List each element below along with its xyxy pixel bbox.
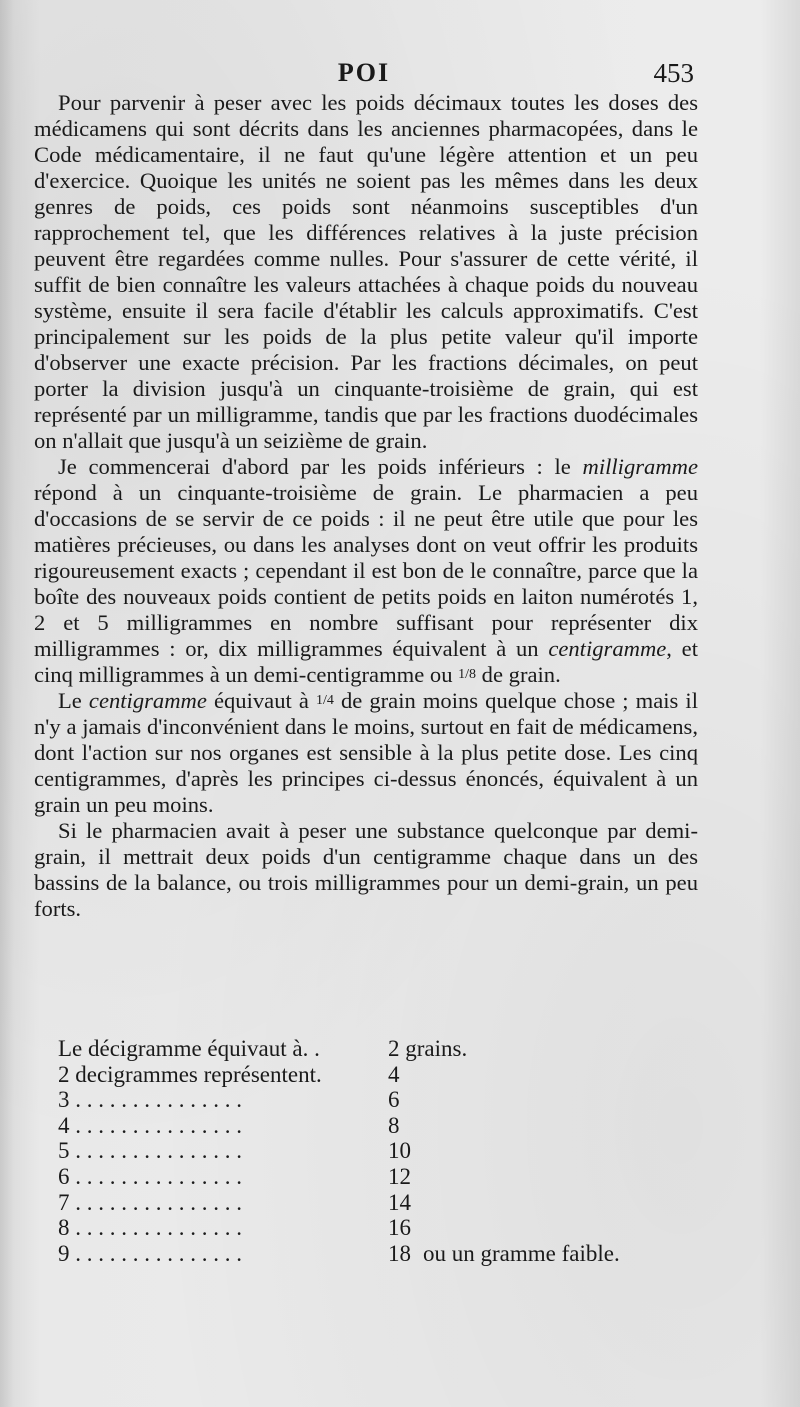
page-header	[34, 58, 694, 94]
italic-term: centigramme	[548, 636, 667, 661]
paragraph	[34, 454, 698, 688]
row-label: 2 decigrammes représentent.	[58, 1061, 322, 1087]
fraction: 1/8	[458, 667, 477, 682]
row-note: ou un gramme faible.	[423, 1240, 620, 1266]
table-row	[58, 1241, 718, 1267]
table-row	[58, 1215, 718, 1241]
row-value: 6	[388, 1087, 400, 1113]
paragraph	[34, 90, 698, 454]
text-run: , et cinq milligrammes à un demi-centigramme ou	[34, 636, 698, 687]
table-row	[58, 1062, 718, 1088]
row-label: 5 . . . . . . . . . . . . . . .	[58, 1138, 242, 1164]
paragraph	[34, 688, 698, 818]
row-label: 9 . . . . . . . . . . . . . . .	[58, 1240, 242, 1266]
table-row	[58, 1113, 718, 1139]
text-run: Je commencerai d'abord par les poids inférieurs : le	[58, 454, 583, 479]
italic-term: centigramme	[88, 688, 207, 713]
row-value: 8	[388, 1112, 400, 1138]
row-value: 4	[388, 1061, 400, 1087]
row-label: 3 . . . . . . . . . . . . . . .	[58, 1087, 242, 1113]
text-run: répond à un cinquante-troisième de grain. Le pharmacien a peu d'occasions de se servir de ce poids : il ne peut être utile que pour les matières précieuses, ou dans les analyses dont on veut offrir les produits rigoureusement exacts ; cependant il est bon de le connaître, parce que la boîte des nouveaux poids contient de petits poids en laiton numérotés 1, 2 et 5 milligrammes en nombre suffisant pour représenter dix milligrammes : or, dix milligrammes équivalent à un	[34, 480, 698, 661]
text-run: Le	[58, 688, 89, 713]
table-row	[58, 1190, 718, 1216]
row-value: 18	[388, 1240, 411, 1266]
row-value: 2 grains.	[388, 1036, 468, 1061]
running-head: POI	[337, 58, 391, 87]
text-run: de grain.	[476, 662, 561, 687]
text-run: équivaut à	[206, 688, 316, 713]
paragraph	[34, 818, 698, 922]
row-value: 16	[388, 1215, 411, 1241]
table-row	[58, 1138, 718, 1164]
row-label: 8 . . . . . . . . . . . . . . .	[58, 1215, 242, 1241]
table-row	[58, 1036, 718, 1062]
text-run: Pour parvenir à peser avec les poids décimaux toutes les doses des médicamens qui sont décrits dans les anciennes pharmacopées, dans le Code médicamentaire, il ne faut qu'une légère attention et un peu d'exercice. Quoique les unités ne soient pas les mêmes dans les deux genres de poids, ces poids sont néanmoins susceptibles d'un rapprochement tel, que les différences relatives à la juste précision peuvent être regardées comme nulles. Pour s'assurer de cette vérité, il suffit de bien connaître les valeurs attachées à chaque poids du nouveau système, ensuite il sera facile d'établir les calculs approximatifs. C'est principalement sur les poids de la plus petite valeur qu'il importe d'observer une exacte précision. Par les fractions décimales, on peut porter la division jusqu'à un cinquante-troisième de grain, qui est représenté par un milligramme, tandis que par les fractions duodécimales on n'allait que jusqu'à un seizième de grain.	[34, 90, 698, 453]
text-run: Si le pharmacien avait à peser une substance quelconque par demi-grain, il mettrait deux poids d'un centigramme chaque dans un des bassins de la balance, ou trois milligrammes pour un demi-grain, un peu forts.	[34, 818, 698, 921]
table-row	[58, 1087, 718, 1113]
page-number: 453	[653, 58, 694, 88]
row-label: Le décigramme équivaut à. .	[58, 1036, 320, 1061]
row-value: 10	[388, 1138, 411, 1164]
row-label: 7 . . . . . . . . . . . . . . .	[58, 1189, 242, 1215]
row-value: 12	[388, 1163, 411, 1189]
row-label: 6 . . . . . . . . . . . . . . .	[58, 1163, 242, 1189]
fraction: 1/4	[315, 693, 334, 708]
text-run: de grain moins quelque chose ; mais il n'y a jamais d'inconvénient dans le moins, surtout en fait de médicamens, dont l'action sur nos organes est sensible à la plus petite dose. Les cinq centigrammes, d'après les principes ci-dessus énoncés, équivalent à un grain un peu moins.	[34, 688, 698, 817]
italic-term: milligramme	[582, 454, 698, 479]
body-text	[34, 90, 698, 922]
row-value: 14	[388, 1189, 411, 1215]
table-row	[58, 1164, 718, 1190]
row-label: 4 . . . . . . . . . . . . . . .	[58, 1112, 242, 1138]
weights-table	[58, 1036, 718, 1266]
